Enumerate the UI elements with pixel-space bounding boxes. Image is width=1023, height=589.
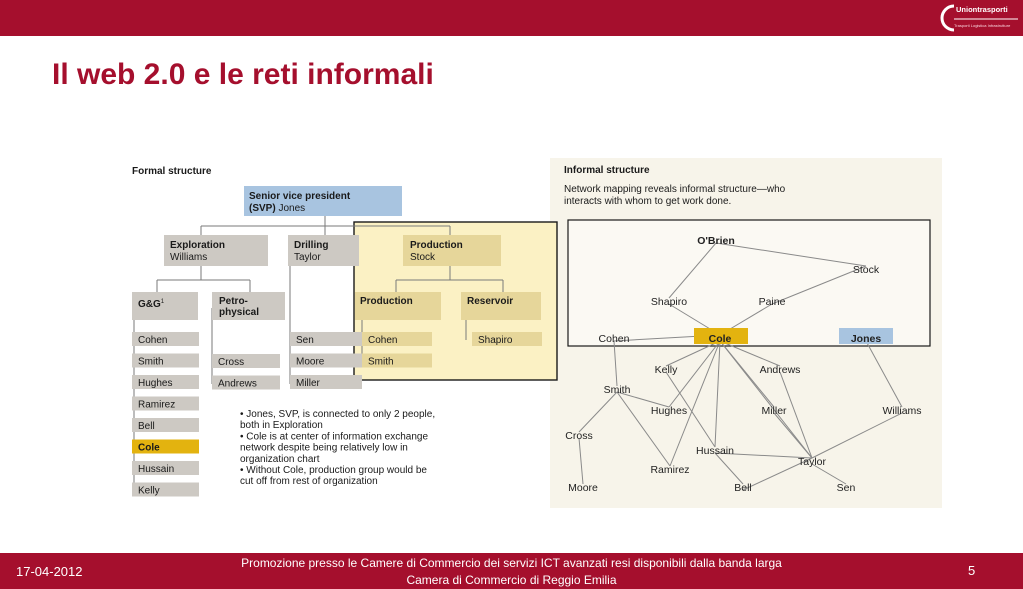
production-member: Smith — [368, 356, 394, 368]
drilling-title: Drilling — [294, 240, 329, 251]
note-line: both in Exploration — [240, 420, 323, 432]
note-line: • Jones, SVP, is connected to only 2 people, — [240, 409, 436, 420]
gg-member: Smith — [138, 356, 164, 368]
node-williams: Williams — [882, 405, 922, 417]
reservoir-members — [472, 332, 542, 346]
drilling-member: Miller — [296, 378, 320, 389]
drilling-member: Sen — [296, 335, 314, 346]
footer-date: 17-04-2012 — [16, 564, 83, 579]
production-member: Cohen — [368, 335, 398, 346]
node-shapiro: Shapiro — [650, 296, 688, 308]
uniontrasporti-logo — [938, 2, 1020, 34]
node-paine: Paine — [758, 296, 786, 308]
formal-notes — [240, 409, 435, 487]
reservoir-title: Reservoir — [467, 296, 514, 307]
node-hughes: Hughes — [650, 405, 688, 417]
drilling-members — [290, 332, 362, 389]
node-andrews: Andrews — [759, 364, 801, 376]
node-cross: Cross — [565, 430, 593, 442]
footer-line1: Promozione presso le Camere di Commercio dei servizi ICT avanzati resi disponibili dalla banda larga — [241, 556, 782, 570]
gg-member: Kelly — [138, 485, 160, 497]
gg-member: Hussain — [138, 464, 175, 475]
logo-name: Uniontrasporti — [956, 5, 1008, 14]
top-bar — [0, 0, 1023, 36]
node-moore: Moore — [568, 482, 598, 494]
gg-member: Ramirez — [138, 399, 176, 411]
svp-title: Senior vice president — [249, 191, 351, 202]
slide-title: Il web 2.0 e le reti informali — [52, 58, 434, 91]
footer-line2: Camera di Commercio di Reggio Emilia — [406, 573, 617, 587]
gg-sup: 1 — [160, 299, 165, 305]
gg-label — [138, 299, 165, 310]
node-jones: Jones — [850, 333, 882, 345]
node-sen: Sen — [836, 482, 856, 494]
petro-members — [212, 354, 280, 390]
gg-title: G&G — [138, 299, 161, 310]
node-smith: Smith — [603, 384, 631, 396]
node-ramirez: Ramirez — [650, 464, 690, 476]
node-kelly: Kelly — [654, 364, 678, 376]
node-stock: Stock — [852, 264, 880, 276]
svp-abbr-line — [249, 203, 305, 214]
svp-abbr: (SVP) — [249, 203, 276, 214]
informal-desc-line1: Network mapping reveals informal structure—who — [564, 184, 786, 195]
informal-desc-line2: interacts with whom to get work done. — [564, 196, 732, 207]
gg-member: Cohen — [138, 335, 168, 346]
note-line: • Without Cole, production group would be — [240, 465, 427, 476]
production-group-name: Stock — [410, 252, 436, 263]
svp-name: Jones — [278, 203, 306, 214]
gg-member: Bell — [138, 421, 155, 432]
drilling-member: Moore — [296, 356, 325, 368]
node-bell: Bell — [734, 482, 752, 494]
petro-member: Cross — [218, 357, 245, 368]
note-line: network despite being relatively low in — [240, 442, 408, 454]
drilling-name: Taylor — [294, 252, 321, 263]
page-number: 5 — [968, 563, 976, 578]
petro-line1: Petro- — [219, 296, 248, 307]
node-miller: Miller — [761, 405, 787, 417]
obrien-cluster-box — [568, 220, 930, 346]
exploration-name: Williams — [170, 252, 208, 263]
node-obrien: O'Brien — [697, 235, 735, 247]
footer-bar — [0, 553, 1023, 589]
formal-heading: Formal structure — [132, 166, 212, 177]
reservoir-member: Shapiro — [478, 335, 513, 346]
logo-tagline: Trasporti Logistica Infrastrutture — [954, 23, 1011, 28]
node-cohen: Cohen — [598, 333, 630, 345]
petro-line2: physical — [219, 307, 260, 318]
production-sub-title: Production — [360, 296, 413, 307]
gg-member: Hughes — [138, 378, 173, 389]
node-cole: Cole — [708, 333, 732, 345]
petro-member: Andrews — [218, 378, 257, 390]
production-group-title: Production — [410, 240, 463, 251]
note-line: cut off from rest of organization — [240, 476, 378, 488]
informal-heading: Informal structure — [564, 165, 650, 176]
gg-members — [132, 332, 199, 497]
note-line: • Cole is at center of information exchange — [240, 431, 429, 443]
exploration-title: Exploration — [170, 240, 226, 251]
gg-member: Cole — [138, 442, 160, 454]
node-taylor: Taylor — [797, 456, 827, 468]
network-figure — [128, 158, 944, 510]
note-line: organization chart — [240, 453, 320, 465]
node-hussain: Hussain — [696, 445, 734, 457]
